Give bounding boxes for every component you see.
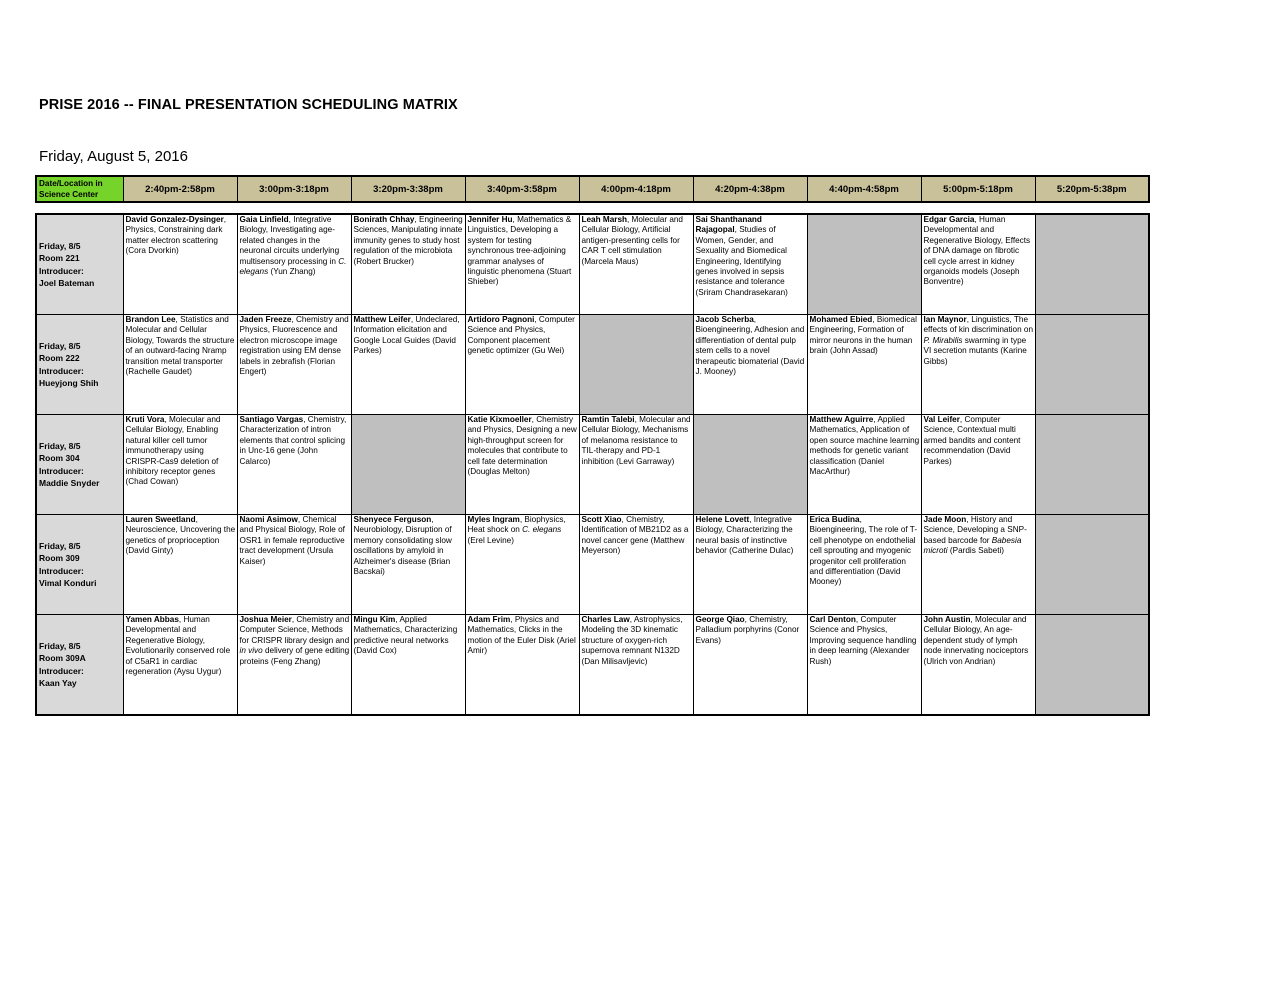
presentation-cell (693, 214, 807, 315)
name-separator: , (297, 515, 301, 524)
presentation-details: Neuroscience, Uncovering the genetics of proprioception (David Ginty) (125, 525, 236, 556)
presentation-cell (351, 515, 465, 615)
name-separator: , (178, 615, 182, 624)
presentation-cell (921, 315, 1035, 415)
presentation-cell (123, 214, 237, 315)
empty-slot (1035, 214, 1149, 315)
presenter-name: Edgar Garcia (923, 215, 975, 224)
row-day: Friday, 8/5 (39, 440, 81, 451)
presentation-details: Biophysics, Heat shock on (467, 515, 566, 535)
empty-slot (351, 415, 465, 515)
name-separator: , (753, 315, 757, 324)
schedule-date: Friday, August 5, 2016 (39, 148, 188, 165)
row-location-label (36, 415, 123, 515)
presenter-name: Helene Lovett (695, 515, 750, 524)
italic-term: P. Mirabilis (923, 335, 963, 345)
presentation-details: Molecular and Cellular Biology, Mechanisms of melanoma resistance to TIL-therapy and PD-1 inhibition (Levi Garraway) (581, 415, 691, 466)
presentation-details: Statistics and Molecular and Cellular Biology, Towards the structure of an outward-facing Nramp transition metal transporter (Rachelle Gaudet) (125, 315, 235, 377)
presenter-name: Jacob Scherba (695, 315, 754, 324)
name-separator: , (627, 215, 630, 224)
schedule-row (36, 315, 1149, 415)
empty-slot (1035, 315, 1149, 415)
presentation-details: Undeclared, Information elicitation and Google Local Guides (David Parkes) (353, 315, 460, 356)
row-introducer-label: Introducer: (39, 265, 84, 276)
presenter-name: Artidoro Pagnoni (467, 315, 535, 324)
name-separator: , (414, 215, 417, 224)
presentation-details: Chemistry and Physics, Designing a new high-throughput screen for molecules that contribute to cell fate determination (Douglas Melton) (467, 415, 577, 477)
name-separator: , (873, 415, 876, 424)
presentation-cell (693, 615, 807, 716)
presentation-cell (579, 515, 693, 615)
row-introducer: Maddie Snyder (39, 477, 100, 488)
italic-term: in vivo (239, 646, 263, 656)
presentation-cell (807, 615, 921, 716)
presentation-details-cont: (Yun Zhang) (268, 267, 316, 277)
row-introducer: Kaan Yay (39, 677, 77, 688)
presentation-details: Astrophysics, Modeling the 3D kinematic structure of oxygen-rich supernova remnant N132D (Dan Milisavljevic) (581, 615, 683, 666)
presentation-details: Molecular and Cellular Biology, Artificial antigen-presenting cells for CAR T cell stimulation (Marcela Maus) (581, 215, 683, 266)
name-separator: , (534, 315, 537, 324)
italic-term: C. elegans (522, 525, 562, 535)
presentation-details: Integrative Biology, Investigating age-related changes in the neuronal circuits underlying multisensory processing in (239, 215, 340, 266)
presentation-cell (465, 515, 579, 615)
presentation-details: Molecular and Cellular Biology, An age-dependent study of lymph node innervating nociceptors (Ulrich von Andrian) (923, 615, 1029, 666)
name-separator: , (395, 615, 398, 624)
presentation-details: Molecular and Cellular Biology, Enabling natural killer cell tumor immunotherapy using CRISPR-Cas9 deletion of inhibitory receptor genes (Chad Cowan) (125, 415, 221, 487)
row-introducer: Hueyjong Shih (39, 377, 99, 388)
empty-slot (693, 415, 807, 515)
presentation-details: Linguistics, The effects of kin discrimination on (923, 315, 1034, 335)
presenter-name: Yamen Abbas (125, 615, 179, 624)
row-day: Friday, 8/5 (39, 240, 81, 251)
presenter-name: John Austin (923, 615, 971, 624)
presentation-cell (921, 214, 1035, 315)
presenter-name: Naomi Asimow (239, 515, 298, 524)
presentation-cell (123, 615, 237, 716)
presenter-name: Myles Ingram (467, 515, 520, 524)
row-introducer-label: Introducer: (39, 565, 84, 576)
presentation-cell (465, 315, 579, 415)
presentation-details: Physics, Constraining dark matter electron scattering (Cora Dvorkin) (125, 225, 223, 256)
name-separator: , (512, 215, 515, 224)
row-introducer: Joel Bateman (39, 277, 95, 288)
empty-slot (1035, 615, 1149, 716)
presenter-name: Charles Law (581, 615, 630, 624)
schedule-row (36, 515, 1149, 615)
presenter-name: Lauren Sweetland (125, 515, 196, 524)
presenter-name: Jade Moon (923, 515, 967, 524)
presenter-name: Carl Denton (809, 615, 856, 624)
slot-header: 3:00pm-3:18pm (237, 176, 351, 202)
slot-header: 3:40pm-3:58pm (465, 176, 579, 202)
presentation-details: Chemistry and Physics, Fluorescence and electron microscope image registration using EM dense labels in zebrafish (Florian Engert) (239, 315, 349, 377)
name-separator: , (859, 515, 862, 524)
presentation-details: Chemistry, Identification of MB21D2 as a novel cancer gene (Matthew Meyerson) (581, 515, 689, 556)
empty-slot (807, 214, 921, 315)
presentation-cell (921, 615, 1035, 716)
presentation-cell (123, 315, 237, 415)
name-separator: , (959, 415, 963, 424)
presentation-details: Engineering Sciences, Manipulating innate immunity genes to study host regulation of the microbiota (Robert Brucker) (353, 215, 463, 266)
presenter-name: George Qiao (695, 615, 745, 624)
presentation-cell (237, 214, 351, 315)
italic-term: C. elegans (239, 256, 347, 277)
row-day: Friday, 8/5 (39, 640, 81, 651)
name-separator: , (872, 315, 875, 324)
presentation-details: Human Developmental and Regenerative Biology, Effects of DNA damage on fibrotic cell cycle arrest in kidney organoids models (Joseph Bonventre) (923, 215, 1031, 287)
presentation-cell (237, 315, 351, 415)
schedule-grid (35, 213, 1150, 716)
row-location-label (36, 315, 123, 415)
presenter-name: Val Leifer (923, 415, 960, 424)
presentation-cell (465, 415, 579, 515)
presenter-name: Santiago Vargas (239, 415, 304, 424)
presentation-cell (237, 615, 351, 716)
presentation-details: Bioengineering, The role of T-cell phenotype on endothelial cell sprouting and myogenic progenitor cell proliferation and differentiation (David Mooney) (809, 525, 918, 587)
schedule-row (36, 615, 1149, 716)
slot-header: 4:40pm-4:58pm (807, 176, 921, 202)
name-separator: , (749, 515, 752, 524)
row-introducer: Vimal Konduri (39, 577, 97, 588)
name-separator: , (966, 515, 969, 524)
name-separator: , (744, 615, 747, 624)
presentation-details: Computer Science and Physics, Component placement genetic optimizer (Gu Wei) (467, 315, 575, 356)
name-separator: , (621, 515, 624, 524)
presenter-name: David Gonzalez-Dysinger (125, 215, 224, 224)
presentation-cell (579, 615, 693, 716)
presentation-cell (921, 415, 1035, 515)
presentation-details: Applied Mathematics, Characterizing predictive neural networks (David Cox) (353, 615, 458, 656)
name-separator: , (974, 215, 977, 224)
presentation-details: Computer Science and Physics, Improving sequence handling in deep learning (Alexander Rush) (809, 615, 917, 666)
presentation-details: Integrative Biology, Characterizing the neural basis of instinctive behavior (Catherine Dulac) (695, 515, 794, 556)
presentation-details: Physics and Mathematics, Clicks in the motion of the Euler Disk (Ariel Amir) (467, 615, 576, 656)
presentation-cell (237, 415, 351, 515)
name-separator: , (431, 515, 434, 524)
name-separator: , (855, 615, 859, 624)
presenter-name: Katie Kixmoeller (467, 415, 532, 424)
presentation-details: Applied Mathematics, Application of open source machine learning methods for genetic variant classification (Daniel MacArthur) (809, 415, 920, 477)
name-separator: , (164, 415, 167, 424)
presentation-cell (693, 315, 807, 415)
row-location-label (36, 615, 123, 716)
presenter-name: Shenyece Ferguson (353, 515, 432, 524)
presentation-details: Chemistry, Palladium porphyrins (Conor Evans) (695, 615, 800, 645)
empty-slot (1035, 515, 1149, 615)
presenter-name: Joshua Meier (239, 615, 292, 624)
empty-slot (579, 315, 693, 415)
row-introducer-label: Introducer: (39, 665, 84, 676)
name-separator: , (303, 415, 306, 424)
presentation-cell (807, 515, 921, 615)
presentation-details-cont: swarming in type VI secretion mutants (Karine Gibbs) (923, 335, 1027, 366)
presentation-cell (693, 515, 807, 615)
schedule-row (36, 214, 1149, 315)
slot-header: 4:00pm-4:18pm (579, 176, 693, 202)
presenter-name: Matthew Aguirre (809, 415, 874, 424)
row-room: Room 309 (39, 553, 80, 564)
row-room: Room 221 (39, 253, 80, 264)
name-separator: , (634, 415, 637, 424)
header-row-table (35, 175, 1150, 203)
name-separator: , (223, 215, 227, 224)
row-day: Friday, 8/5 (39, 340, 81, 351)
name-separator: , (291, 615, 295, 624)
presentation-cell (351, 214, 465, 315)
slot-header: 5:00pm-5:18pm (921, 176, 1035, 202)
name-separator: , (966, 315, 970, 324)
presenter-name: Matthew Leifer (353, 315, 411, 324)
row-day: Friday, 8/5 (39, 540, 81, 551)
presenter-name: Jennifer Hu (467, 215, 513, 224)
presentation-details: Chemical and Physical Biology, Role of OSR1 in female reproductive tract development (Ursula Kaiser) (239, 515, 345, 566)
presenter-name: Kruti Vora (125, 415, 165, 424)
presentation-cell (123, 415, 237, 515)
name-separator: , (519, 515, 523, 524)
presentation-cell (579, 214, 693, 315)
presenter-name: Mingu Kim (353, 615, 396, 624)
presenter-name: Erica Budina (809, 515, 860, 524)
slot-header: 2:40pm-2:58pm (123, 176, 237, 202)
row-introducer-label: Introducer: (39, 365, 84, 376)
row-location-label (36, 214, 123, 315)
presenter-name: Ian Maynor (923, 315, 967, 324)
presenter-name: Ramtin Talebi (581, 415, 635, 424)
presentation-details: Computer Science, Contextual multi armed bandits and content recommendation (David Parkes) (923, 415, 1021, 466)
slot-header: 5:20pm-5:38pm (1035, 176, 1149, 202)
name-separator: , (734, 225, 737, 235)
presentation-details: Studies of Women, Gender, and Sexuality and Biomedical Engineering, Identifying genes involved in sepsis resistance and tolerance (Sriram Chandrasekaran) (695, 225, 788, 297)
presenter-name: Mohamed Ebied (809, 315, 873, 324)
presenter-name: Scott Xiao (581, 515, 622, 524)
presentation-details: Chemistry and Computer Science, Methods for CRISPR library design and (239, 615, 350, 645)
slot-header: 4:20pm-4:38pm (693, 176, 807, 202)
name-separator: , (629, 615, 633, 624)
name-separator: , (531, 415, 534, 424)
presentation-cell (807, 315, 921, 415)
presentation-cell (465, 214, 579, 315)
presentation-details: Chemistry, Characterization of intron elements that control splicing in Unc-16 gene (John Calarco) (239, 415, 347, 466)
presentation-details: Human Developmental and Regenerative Biology, Evolutionarily conserved role of C5aR1 in cardiac regeneration (Aysu Uygur) (125, 615, 231, 677)
name-separator: , (970, 615, 973, 624)
presenter-name: Gaia Linfield (239, 215, 289, 224)
presentation-details: Biomedical Engineering, Formation of mirror neurons in the human brain (John Assad) (809, 315, 917, 356)
row-room: Room 309A (39, 653, 86, 664)
presentation-cell (807, 415, 921, 515)
presentation-details: Bioengineering, Adhesion and differentiation of dental pulp stem cells to a novel therapeutic biomaterial (David J. Mooney) (695, 325, 805, 377)
italic-term: Babesia microti (923, 535, 1022, 556)
location-header: Date/Location in Science Center (36, 176, 123, 202)
name-separator: , (195, 515, 198, 524)
name-separator: , (175, 315, 178, 324)
empty-slot (1035, 415, 1149, 515)
presentation-details-cont: (Pardis Sabeti) (947, 546, 1005, 556)
row-room: Room 222 (39, 353, 80, 364)
presentation-cell (351, 315, 465, 415)
row-room: Room 304 (39, 453, 80, 464)
presenter-name: Brandon Lee (125, 315, 176, 324)
presentation-details-cont: delivery of gene editing proteins (Feng Zhang) (239, 646, 350, 666)
presentation-cell (123, 515, 237, 615)
presenter-name: Leah Marsh (581, 215, 627, 224)
presentation-details: Neurobiology, Disruption of memory consolidating slow oscillations by amyloid in Alzheimer's disease (Brian Bacskai) (353, 525, 452, 577)
name-separator: , (288, 215, 291, 224)
presentation-details: Mathematics & Linguistics, Developing a system for testing synchronous tree-adjoining grammar analyses of linguistic phenomena (Stuart Shieber) (467, 215, 572, 287)
schedule-row (36, 415, 1149, 515)
page-title: PRISE 2016 -- FINAL PRESENTATION SCHEDULING MATRIX (39, 97, 458, 113)
presenter-name: Adam Frim (467, 615, 511, 624)
row-introducer-label: Introducer: (39, 465, 84, 476)
presentation-cell (579, 415, 693, 515)
slot-header: 3:20pm-3:38pm (351, 176, 465, 202)
presentation-cell (921, 515, 1035, 615)
presentation-cell (351, 615, 465, 716)
presenter-name: Sai Shanthanand Rajagopal (695, 215, 762, 235)
name-separator: , (410, 315, 414, 324)
presentation-cell (237, 515, 351, 615)
presentation-details: History and Science, Developing a SNP-based barcode for (923, 515, 1027, 545)
name-separator: , (510, 615, 513, 624)
presenter-name: Jaden Freeze (239, 315, 292, 324)
presentation-details-cont: (Erel Levine) (467, 535, 514, 545)
presenter-name: Bonirath Chhay (353, 215, 415, 224)
name-separator: , (291, 315, 294, 324)
presentation-cell (465, 615, 579, 716)
row-location-label (36, 515, 123, 615)
